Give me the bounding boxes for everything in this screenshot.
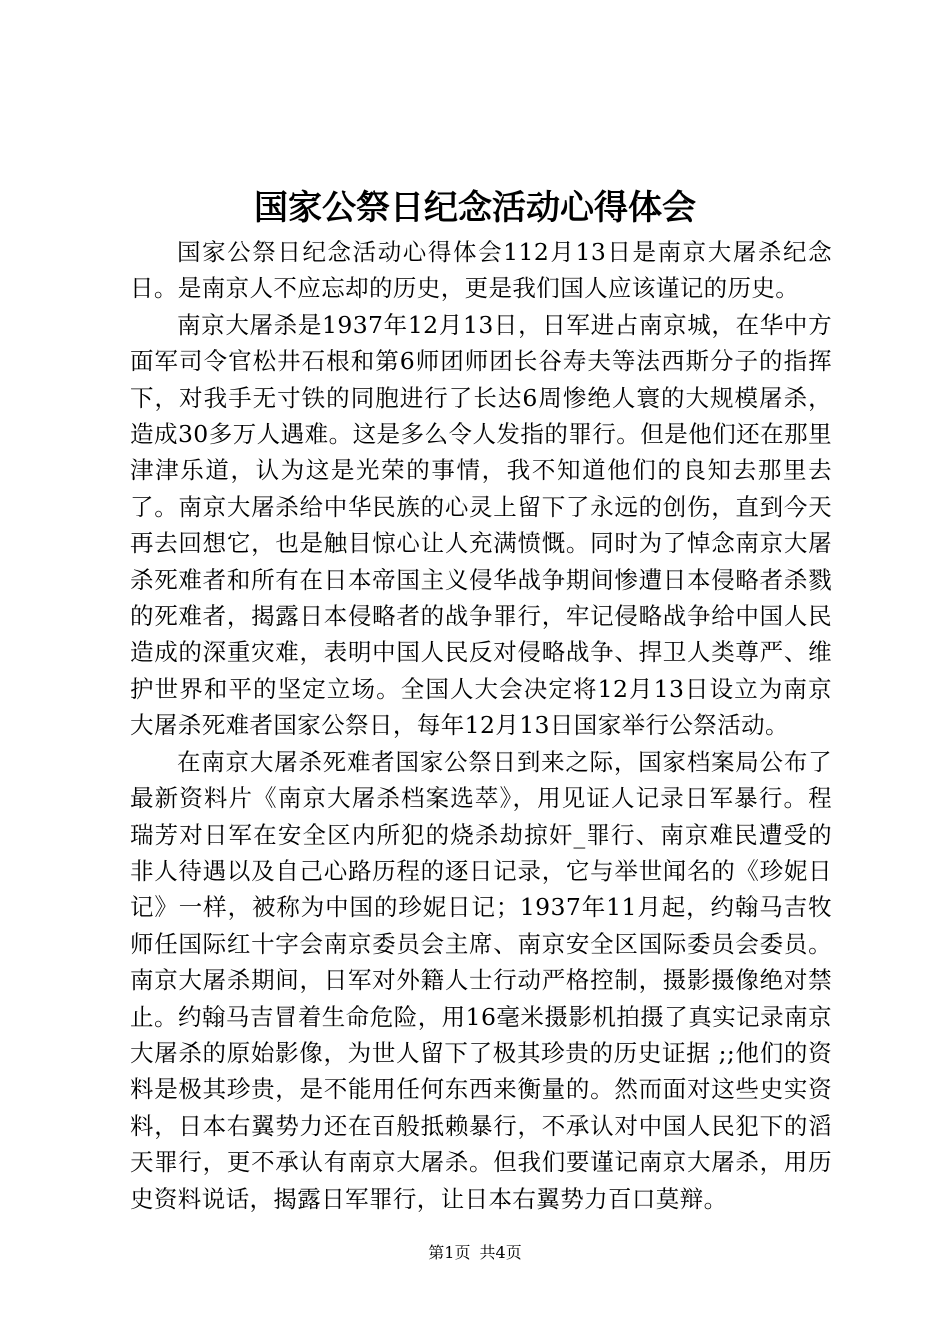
page-number: 第1页	[428, 1243, 471, 1262]
page-total: 共4页	[479, 1243, 522, 1262]
paragraph-1: 国家公祭日纪念活动心得体会112月13日是南京大屠杀纪念日。是南京人不应忘却的历史，更是我们国人应该谨记的历史。	[130, 238, 832, 303]
document-body	[130, 234, 832, 1217]
paragraph-2: 南京大屠杀是1937年12月13日，日军进占南京城，在华中方面军司令官松井石根和第6师团师团长谷寿夫等法西斯分子的指挥下，对我手无寸铁的同胞进行了长达6周惨绝人寰的大规模屠杀，造成30多万人遇难。这是多么令人发指的罪行。但是他们还在那里津津乐道，认为这是光荣的事情，我不知道他们的良知去那里去了。南京大屠杀给中华民族的心灵上留下了永远的创伤，直到今天再去回想它，也是触目惊心让人充满愤慨。同时为了悼念南京大屠杀死难者和所有在日本帝国主义侵华战争期间惨遭日本侵略者杀戮的死难者，揭露日本侵略者的战争罪行，牢记侵略战争给中国人民造成的深重灾难，表明中国人民反对侵略战争、捍卫人类尊严、维护世界和平的坚定立场。全国人大会决定将12月13日设立为南京大屠杀死难者国家公祭日，每年12月13日国家举行公祭活动。	[130, 310, 832, 740]
paragraph-3: 在南京大屠杀死难者国家公祭日到来之际，国家档案局公布了最新资料片《南京大屠杀档案选萃》，用见证人记录日军暴行。程瑞芳对日军在安全区内所犯的烧杀劫掠奸_罪行、南京难民遭受的非人待遇以及自己心路历程的逐日记录，它与举世闻名的《珍妮日记》一样，被称为中国的珍妮日记；1937年11月起，约翰马吉牧师任国际红十字会南京委员会主席、南京安全区国际委员会委员。南京大屠杀期间，日军对外籍人士行动严格控制，摄影摄像绝对禁止。约翰马吉冒着生命危险，用16毫米摄影机拍摄了真实记录南京大屠杀的原始影像，为世人留下了极其珍贵的历史证据 ;;他们的资料是极其珍贵，是不能用任何东西来衡量的。然而面对这些史实资料，日本右翼势力还在百般抵赖暴行，不承认对中国人民犯下的滔天罪行，更不承认有南京大屠杀。但我们要谨记南京大屠杀，用历史资料说话，揭露日军罪行，让日本右翼势力百口莫辩。	[130, 747, 832, 1213]
page-footer	[0, 1241, 950, 1265]
document-title: 国家公祭日纪念活动心得体会	[254, 188, 696, 228]
